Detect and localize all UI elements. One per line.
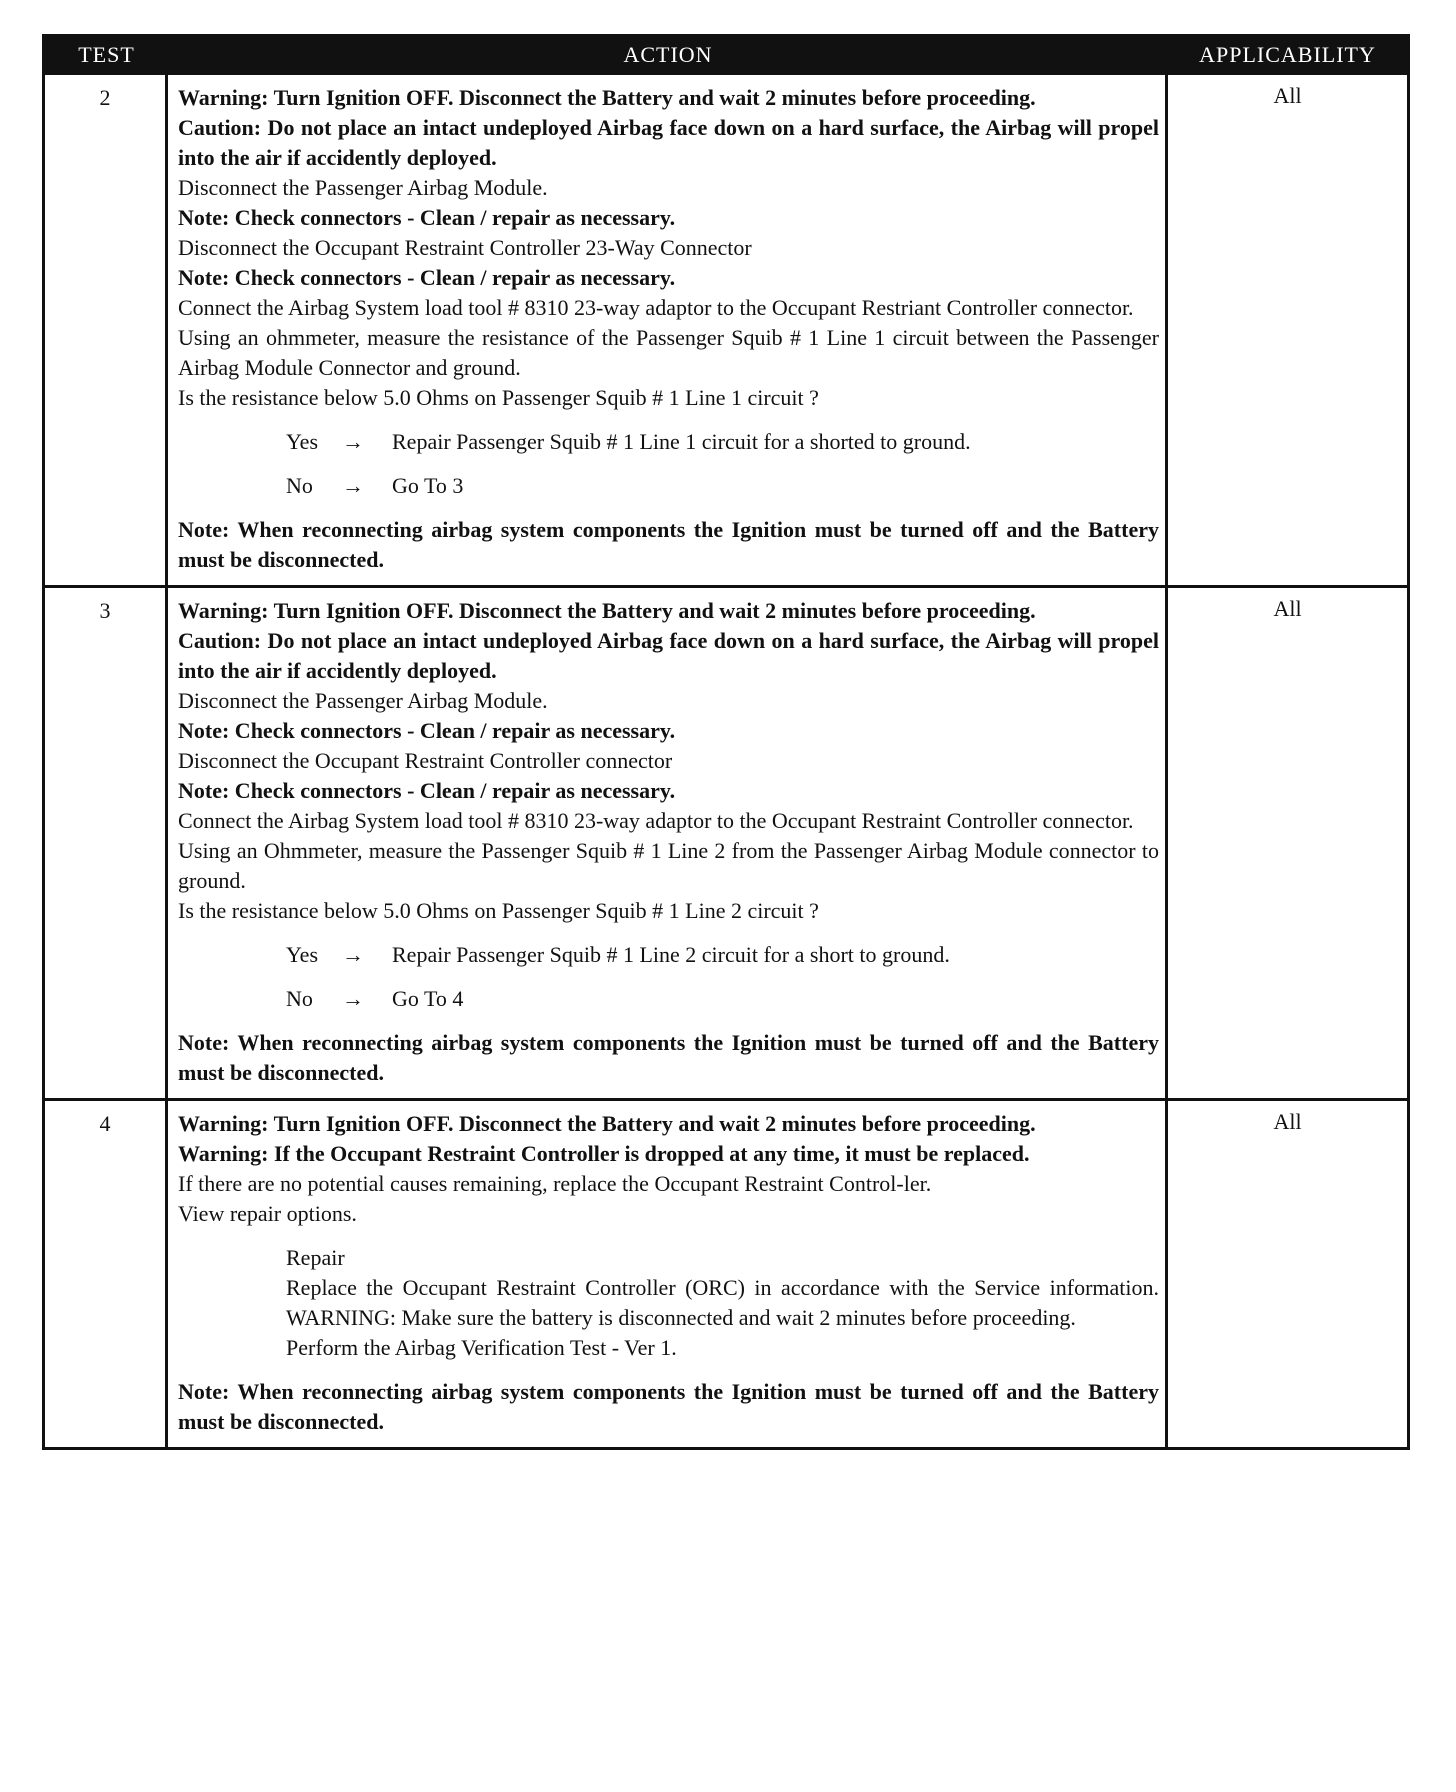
arrow-icon: → [342,986,364,1011]
test-number: 4 [45,1101,168,1447]
test-number: 3 [45,588,168,1098]
action-cell [168,1101,1168,1447]
no-label: No [286,473,313,498]
question-text: Is the resistance below 5.0 Ohms on Passenger Squib # 1 Line 2 circuit ? [178,898,819,923]
yes-option [178,427,1159,457]
note-text: Note: Check connectors - Clean / repair as necessary. [178,205,676,230]
step-text: Connect the Airbag System load tool # 8310 23-way adaptor to the Occupant Restriant Controller connector. [178,295,1134,320]
note-text: Note: Check connectors - Clean / repair as necessary. [178,778,676,803]
no-result: Go To 3 [392,473,464,498]
yes-result: Repair Passenger Squib # 1 Line 1 circuit for a shorted to ground. [392,429,971,454]
arrow-icon: → [342,473,364,498]
header-applicability: APPLICABILITY [1199,41,1376,67]
question-text: Is the resistance below 5.0 Ohms on Passenger Squib # 1 Line 1 circuit ? [178,385,819,410]
caution-text: Caution: Do not place an intact undeployed Airbag face down on a hard surface, the Airbag will propel into the air if accidently deployed. [178,628,1159,683]
step-text: Using an ohmmeter, measure the resistance of the Passenger Squib # 1 Line 1 circuit between the Passenger Airbag Module Connector and ground. [178,325,1159,380]
applicability-cell: All [1273,83,1302,108]
warning-text: Warning: Turn Ignition OFF. Disconnect the Battery and wait 2 minutes before proceeding. [178,598,1036,623]
reconnect-note: Note: When reconnecting airbag system components the Ignition must be turned off and the Battery must be disconnected. [178,1030,1159,1085]
yes-label: Yes [286,942,319,967]
no-result: Go To 4 [392,986,464,1011]
warning-text: Warning: If the Occupant Restraint Controller is dropped at any time, it must be replaced. [178,1141,1030,1166]
yes-label: Yes [286,429,319,454]
test-number: 2 [45,75,168,585]
caution-text: Caution: Do not place an intact undeployed Airbag face down on a hard surface, the Airbag will propel into the air if accidently deployed. [178,115,1159,170]
step-text: Disconnect the Passenger Airbag Module. [178,688,548,713]
arrow-icon: → [342,429,364,454]
step-text: If there are no potential causes remaining, replace the Occupant Restraint Control-ler. [178,1171,932,1196]
note-text: Note: Check connectors - Clean / repair as necessary. [178,718,676,743]
action-cell [168,75,1168,585]
no-label: No [286,986,313,1011]
applicability-cell: All [1273,1109,1302,1134]
step-text: View repair options. [178,1201,357,1226]
yes-option [178,940,1159,970]
reconnect-note: Note: When reconnecting airbag system components the Ignition must be turned off and the Battery must be disconnected. [178,517,1159,572]
header-action: ACTION [623,41,713,67]
step-text: Using an Ohmmeter, measure the Passenger Squib # 1 Line 2 from the Passenger Airbag Module connector to ground. [178,838,1159,893]
step-text: Disconnect the Occupant Restraint Controller connector [178,748,673,773]
table-header [45,37,1407,72]
warning-text: Warning: Turn Ignition OFF. Disconnect the Battery and wait 2 minutes before proceeding. [178,85,1036,110]
note-text: Note: Check connectors - Clean / repair as necessary. [178,265,676,290]
step-text: Disconnect the Passenger Airbag Module. [178,175,548,200]
step-text: Disconnect the Occupant Restraint Controller 23-Way Connector [178,235,752,260]
repair-text: Replace the Occupant Restraint Controller (ORC) in accordance with the Service information. WARNING: Make sure the battery is disconnected and wait 2 minutes before proceeding. [286,1275,1159,1330]
repair-label: Repair [286,1245,345,1270]
yes-result: Repair Passenger Squib # 1 Line 2 circuit for a short to ground. [392,942,950,967]
table-row [45,585,1407,1098]
action-cell [168,588,1168,1098]
no-option [178,471,1159,501]
repair-text: Perform the Airbag Verification Test - Ver 1. [286,1335,677,1360]
no-option [178,984,1159,1014]
arrow-icon: → [342,942,364,967]
reconnect-note: Note: When reconnecting airbag system components the Ignition must be turned off and the Battery must be disconnected. [178,1379,1159,1434]
applicability-cell: All [1273,596,1302,621]
table-row [45,1098,1407,1447]
diagnostic-table [42,34,1410,1450]
warning-text: Warning: Turn Ignition OFF. Disconnect the Battery and wait 2 minutes before proceeding. [178,1111,1036,1136]
header-test: TEST [78,41,135,67]
table-row [45,72,1407,585]
step-text: Connect the Airbag System load tool # 8310 23-way adaptor to the Occupant Restraint Controller connector. [178,808,1134,833]
